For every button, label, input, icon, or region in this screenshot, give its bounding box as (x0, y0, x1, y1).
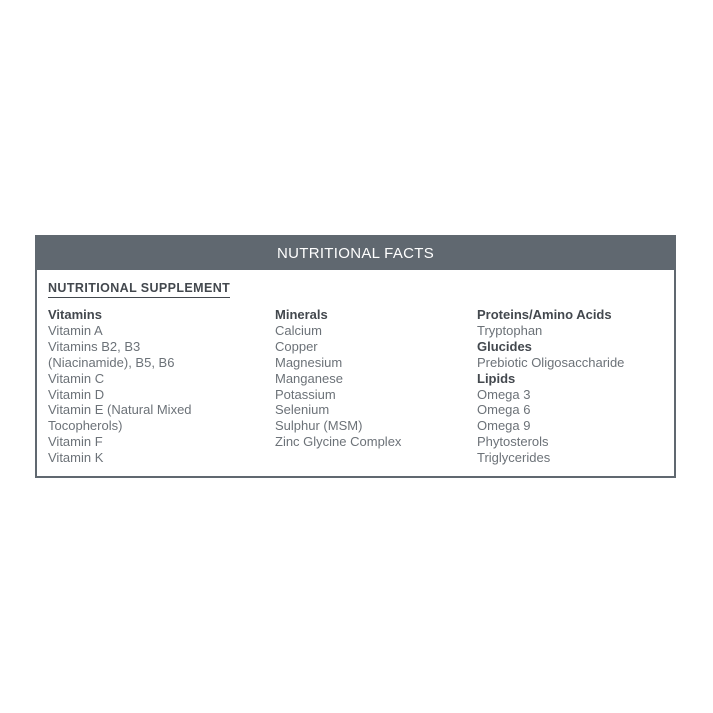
list-item: Potassium (275, 386, 336, 402)
list-item: Prebiotic Oligosaccharide (477, 354, 625, 370)
column-vitamins (48, 307, 248, 466)
list-item: Magnesium (275, 354, 343, 370)
category-heading: Minerals (275, 307, 328, 322)
column-proteins-glucides-lipids (477, 307, 667, 466)
list-item: Vitamin C (48, 370, 105, 386)
list-item: Selenium (275, 402, 330, 418)
list-item: Tryptophan (477, 322, 543, 338)
list-item: Omega 9 (477, 418, 531, 434)
list-item: Vitamin K (48, 450, 104, 466)
category-heading: Proteins/Amino Acids (477, 307, 612, 322)
section-title: NUTRITIONAL SUPPLEMENT (48, 281, 230, 298)
category-heading: Vitamins (48, 307, 102, 322)
list-item: Sulphur (MSM) (275, 418, 363, 434)
list-item: Vitamin D (48, 386, 105, 402)
list-item: Zinc Glycine Complex (275, 434, 402, 450)
list-item: (Niacinamide), B5, B6 (48, 354, 175, 370)
list-item: Vitamin A (48, 322, 103, 338)
category-heading: Glucides (477, 338, 532, 354)
list-item: Vitamin E (Natural Mixed (48, 402, 192, 418)
list-item: Vitamin F (48, 434, 103, 450)
list-item: Triglycerides (477, 450, 551, 466)
list-item: Phytosterols (477, 434, 549, 450)
nutritional-facts-panel (35, 235, 676, 478)
column-minerals (275, 307, 465, 450)
list-item: Omega 3 (477, 386, 531, 402)
category-heading: Lipids (477, 370, 516, 386)
panel-title: NUTRITIONAL FACTS (37, 237, 674, 270)
list-item: Vitamins B2, B3 (48, 338, 141, 354)
list-item: Omega 6 (477, 402, 531, 418)
list-item: Manganese (275, 370, 343, 386)
list-item: Copper (275, 338, 318, 354)
list-item: Tocopherols) (48, 418, 123, 434)
list-item: Calcium (275, 322, 322, 338)
